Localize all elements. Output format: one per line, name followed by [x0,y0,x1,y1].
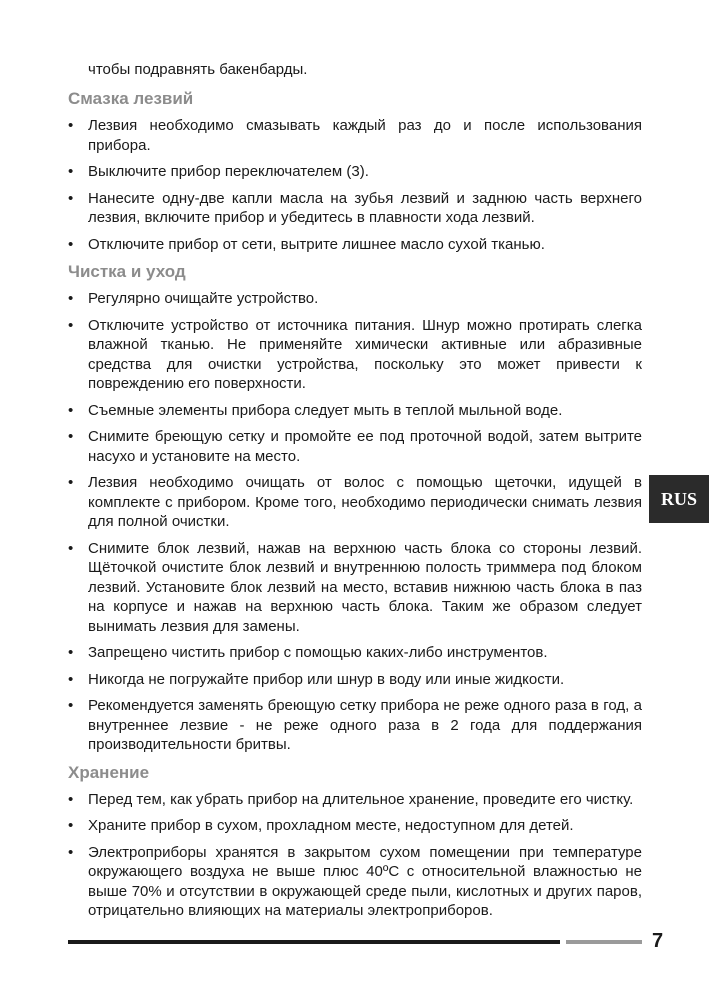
bullet: • [68,428,74,445]
bullet: • [68,316,74,334]
cleaning-list [68,289,642,755]
bullet: • [68,401,74,419]
bullet: • [68,163,74,180]
list-item: • Рекомендуется заменять бреющую сетку прибора не реже одного раза в год, а внутреннее лезвие - не реже одного раза в 2 года для поддержания производительности бритвы. [68,697,642,753]
list-item: • Электроприборы хранятся в закрытом сухом помещении при температуре окружающего воздуха не выше плюс 40ºС с относительной влажностью не выше 70% и отсутствии в окружающей среде пыли, кислотных и других паров, отрицательно влияющих на материалы электроприборов. [68,843,642,919]
bullet: • [68,117,74,134]
list-item: • Никогда не погружайте прибор или шнур в воду или иные жидкости. [68,670,565,688]
continuation-text: чтобы подравнять бакенбарды. [88,61,308,78]
list-item: • Запрещено чистить прибор с помощью каких-либо инструментов. [68,644,548,661]
list-item: • Лезвия необходимо смазывать каждый раз до и после использования прибора. [68,117,642,154]
page-content [68,60,642,928]
list-item: • Лезвия необходимо очищать от волос с помощью щеточки, идущей в комплекте с прибором. Кроме того, необходимо периодически снимать лезвия для полной очистки. [68,474,642,530]
bullet: • [68,843,74,861]
bullet: • [68,670,74,688]
lubrication-list [68,116,642,254]
bullet: • [68,539,74,557]
storage-list [68,790,642,921]
section-heading-storage: Хранение [68,762,150,782]
footer-rule-dark [68,940,560,944]
list-item: • Снимите бреющую сетку и промойте ее под проточной водой, затем вытрите насухо и установите на место. [68,428,642,465]
bullet: • [68,817,74,834]
list-item: • Отключите прибор от сети, вытрите лишнее масло сухой тканью. [68,235,545,253]
list-item: • Перед тем, как убрать прибор на длительное хранение, проведите его чистку. [68,790,634,808]
section-heading-cleaning: Чистка и уход [68,262,186,281]
list-item: • Съемные элементы прибора следует мыть в теплой мыльной воде. [68,401,563,419]
language-tab: RUS [649,475,709,523]
list-item: • Храните прибор в сухом, прохладном месте, недоступном для детей. [68,817,574,834]
section-heading-lubrication: Смазка лезвий [68,89,194,108]
bullet: • [68,235,74,253]
bullet: • [68,290,74,307]
page-number: 7 [652,930,664,952]
bullet: • [68,189,74,207]
list-item: • Нанесите одну-две капли масла на зубья лезвий и заднюю часть верхнего лезвия, включите прибор и убедитесь в плавности хода лезвий. [68,189,642,226]
bullet: • [68,790,74,808]
bullet: • [68,474,74,491]
list-item: • Отключите устройство от источника питания. Шнур можно протирать слегка влажной тканью. Не применяйте химически активные или абразивные средства для очистки устройства, поскольку это может привести к повреждению его поверхности. [68,316,642,392]
list-item: • Снимите блок лезвий, нажав на верхнюю часть блока со стороны лезвий. Щёточкой очистите блок лезвий и внутреннюю полость триммера под блоком лезвий. Установите блок лезвий на место, вставив нижнюю часть блока в паз на корпусе и нажав на верхнюю часть блока. Таким же образом следует вынимать лезвия для замены. [68,539,642,635]
bullet: • [68,644,74,661]
list-item: • Выключите прибор переключателем (3). [68,163,369,180]
footer-rule-light [566,940,642,944]
list-item: • Регулярно очищайте устройство. [68,290,319,307]
bullet: • [68,697,74,714]
